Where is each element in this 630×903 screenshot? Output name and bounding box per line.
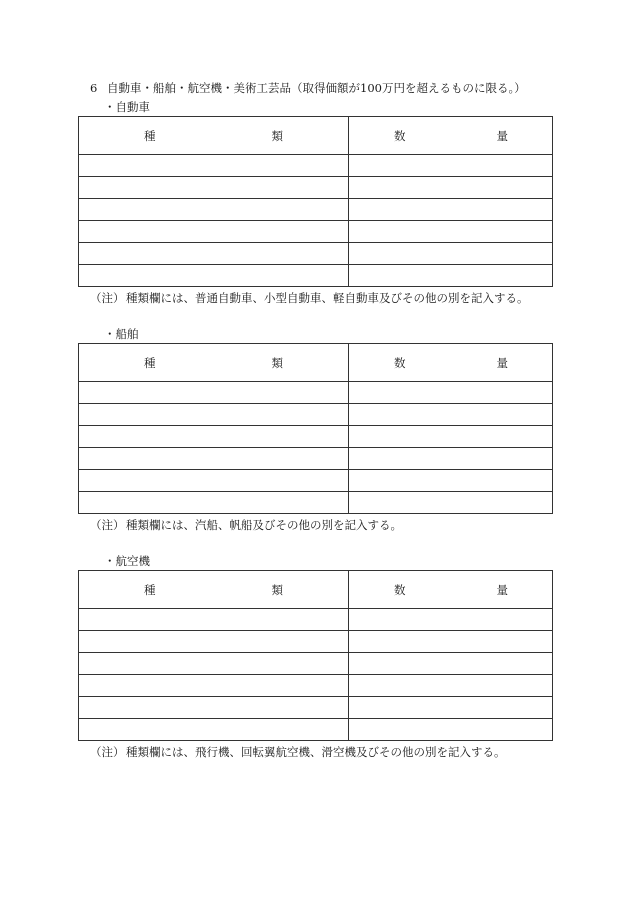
kind-cell[interactable] (79, 177, 349, 199)
quantity-cell[interactable] (349, 470, 553, 492)
note-text: 種類欄には、普通自動車、小型自動車、軽自動車及びその他の別を記入する。 (126, 291, 529, 305)
kind-cell[interactable] (79, 697, 349, 719)
section-heading (90, 80, 526, 96)
table-row (79, 177, 553, 199)
table-row (79, 426, 553, 448)
header-char: 量 (496, 355, 508, 370)
quantity-cell[interactable] (349, 426, 553, 448)
table-header-row (79, 571, 553, 609)
header-char: 量 (496, 582, 508, 597)
quantity-cell[interactable] (349, 221, 553, 243)
table-row (79, 470, 553, 492)
header-char: 類 (271, 355, 283, 370)
quantity-cell[interactable] (349, 243, 553, 265)
kind-cell[interactable] (79, 470, 349, 492)
kind-cell[interactable] (79, 675, 349, 697)
kind-column-header (79, 571, 349, 609)
table-row (79, 631, 553, 653)
note-tag: （注） (90, 518, 125, 532)
kind-cell[interactable] (79, 155, 349, 177)
table-row (79, 265, 553, 287)
quantity-cell[interactable] (349, 697, 553, 719)
quantity-column-header (349, 344, 553, 382)
quantity-cell[interactable] (349, 631, 553, 653)
kind-column-header (79, 117, 349, 155)
header-char: 数 (394, 355, 406, 370)
header-char: 種 (144, 582, 156, 597)
quantity-cell[interactable] (349, 492, 553, 514)
table-header-row (79, 117, 553, 155)
table-row (79, 221, 553, 243)
kind-cell[interactable] (79, 221, 349, 243)
kind-cell[interactable] (79, 653, 349, 675)
automobile-note (90, 290, 529, 306)
header-char: 類 (271, 582, 283, 597)
aircraft-note (90, 744, 506, 760)
kind-cell[interactable] (79, 199, 349, 221)
ship-note (90, 517, 402, 533)
subsection-label-automobile: ・自動車 (104, 100, 150, 114)
header-char: 類 (271, 128, 283, 143)
kind-cell[interactable] (79, 265, 349, 287)
table-row (79, 492, 553, 514)
note-tag: （注） (90, 745, 125, 759)
quantity-cell[interactable] (349, 609, 553, 631)
table-row (79, 609, 553, 631)
kind-cell[interactable] (79, 243, 349, 265)
table-row (79, 653, 553, 675)
quantity-cell[interactable] (349, 155, 553, 177)
quantity-cell[interactable] (349, 404, 553, 426)
header-char: 種 (144, 355, 156, 370)
table-row (79, 243, 553, 265)
header-char: 種 (144, 128, 156, 143)
quantity-cell[interactable] (349, 265, 553, 287)
note-tag: （注） (90, 291, 125, 305)
kind-cell[interactable] (79, 609, 349, 631)
kind-cell[interactable] (79, 492, 349, 514)
kind-cell[interactable] (79, 426, 349, 448)
table-row (79, 382, 553, 404)
table-row (79, 199, 553, 221)
table-row (79, 697, 553, 719)
section-title: 自動車・船舶・航空機・美術工芸品（取得価額が100万円を超えるものに限る。） (107, 81, 526, 95)
header-char: 数 (394, 128, 406, 143)
quantity-cell[interactable] (349, 719, 553, 741)
table-row (79, 719, 553, 741)
note-text: 種類欄には、飛行機、回転翼航空機、滑空機及びその他の別を記入する。 (126, 745, 506, 759)
quantity-column-header (349, 117, 553, 155)
note-text: 種類欄には、汽船、帆船及びその他の別を記入する。 (126, 518, 402, 532)
aircraft-table (78, 570, 553, 741)
header-char: 数 (394, 582, 406, 597)
quantity-cell[interactable] (349, 199, 553, 221)
table-row (79, 155, 553, 177)
kind-cell[interactable] (79, 382, 349, 404)
section-number: 6 (90, 81, 98, 95)
quantity-cell[interactable] (349, 448, 553, 470)
kind-cell[interactable] (79, 631, 349, 653)
quantity-cell[interactable] (349, 653, 553, 675)
kind-cell[interactable] (79, 404, 349, 426)
table-row (79, 404, 553, 426)
kind-column-header (79, 344, 349, 382)
subsection-label-aircraft: ・航空機 (104, 554, 150, 568)
header-char: 量 (496, 128, 508, 143)
quantity-cell[interactable] (349, 675, 553, 697)
automobile-table (78, 116, 553, 287)
ship-table (78, 343, 553, 514)
quantity-cell[interactable] (349, 177, 553, 199)
kind-cell[interactable] (79, 448, 349, 470)
table-row (79, 675, 553, 697)
subsection-label-ship: ・船舶 (104, 327, 139, 341)
quantity-column-header (349, 571, 553, 609)
table-header-row (79, 344, 553, 382)
quantity-cell[interactable] (349, 382, 553, 404)
table-row (79, 448, 553, 470)
kind-cell[interactable] (79, 719, 349, 741)
